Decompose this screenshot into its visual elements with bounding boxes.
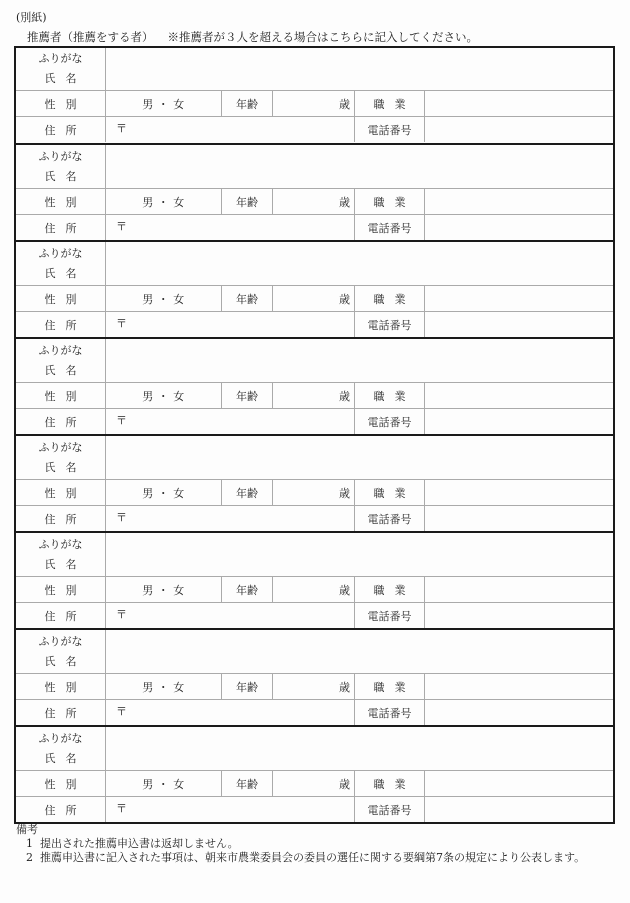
recommender-form-table — [14, 46, 615, 824]
gender-label: 性別 — [44, 583, 87, 597]
age-label: 年齢 — [222, 383, 273, 408]
name-field[interactable] — [106, 727, 613, 770]
name-row — [16, 727, 613, 770]
name-row — [16, 436, 613, 479]
age-field[interactable] — [273, 286, 355, 311]
phone-label: 電話番号 — [355, 409, 425, 434]
address-field[interactable] — [106, 603, 355, 628]
postal-mark-icon: 〒 — [116, 220, 127, 233]
heading-note: ※推薦者が３人を超える場合はこちらに記入してください。 — [167, 30, 478, 44]
name-field[interactable] — [106, 242, 613, 285]
phone-field[interactable] — [425, 506, 613, 531]
occupation-field[interactable] — [425, 771, 613, 796]
postal-mark-icon: 〒 — [116, 317, 127, 330]
address-row — [16, 116, 613, 142]
address-label-cell — [16, 700, 106, 725]
remark-text: 提出された推薦申込書は返却しません。 — [40, 837, 239, 850]
address-label: 住所 — [44, 706, 87, 720]
occupation-label: 職業 — [373, 777, 416, 791]
remarks-section — [16, 823, 616, 865]
name-label: 氏名 — [44, 363, 87, 377]
phone-label: 電話番号 — [355, 603, 425, 628]
name-field[interactable] — [106, 339, 613, 382]
age-unit: 歳 — [339, 777, 350, 791]
occupation-label: 職業 — [373, 486, 416, 500]
remark-item — [16, 851, 616, 865]
gender-label-cell — [16, 286, 106, 311]
recommender-entry — [16, 531, 613, 628]
phone-field[interactable] — [425, 409, 613, 434]
age-unit: 歳 — [339, 97, 350, 111]
address-field[interactable] — [106, 797, 355, 822]
occupation-label-cell — [355, 577, 425, 602]
phone-label: 電話番号 — [355, 117, 425, 142]
address-label: 住所 — [44, 318, 87, 332]
address-label: 住所 — [44, 512, 87, 526]
phone-label: 電話番号 — [355, 700, 425, 725]
age-unit: 歳 — [339, 389, 350, 403]
heading-title: 推薦者（推薦をする者） — [27, 30, 154, 44]
remark-number: 1 — [26, 837, 33, 850]
gender-label: 性別 — [44, 97, 87, 111]
occupation-field[interactable] — [425, 383, 613, 408]
name-label: 氏名 — [44, 72, 87, 85]
age-field[interactable] — [273, 577, 355, 602]
address-label-cell — [16, 603, 106, 628]
name-field[interactable] — [106, 48, 613, 90]
age-label: 年齢 — [222, 189, 273, 214]
postal-mark-icon: 〒 — [116, 414, 127, 427]
name-label-cell — [16, 48, 106, 90]
gender-label: 性別 — [44, 486, 87, 500]
age-unit: 歳 — [339, 292, 350, 306]
gender-row — [16, 90, 613, 116]
address-label: 住所 — [44, 123, 87, 137]
occupation-field[interactable] — [425, 286, 613, 311]
occupation-label: 職業 — [373, 195, 416, 209]
address-label-cell — [16, 215, 106, 240]
age-field[interactable] — [273, 480, 355, 505]
name-row — [16, 533, 613, 576]
address-row — [16, 699, 613, 725]
age-label: 年齢 — [222, 286, 273, 311]
name-label: 氏名 — [44, 266, 87, 280]
age-label: 年齢 — [222, 674, 273, 699]
recommender-entry — [16, 143, 613, 240]
gender-row — [16, 479, 613, 505]
age-unit: 歳 — [339, 583, 350, 597]
occupation-label-cell — [355, 771, 425, 796]
postal-mark-icon: 〒 — [116, 122, 127, 135]
gender-select[interactable]: 男 ・ 女 — [106, 286, 222, 311]
name-field[interactable] — [106, 436, 613, 479]
occupation-field[interactable] — [425, 91, 613, 116]
occupation-label-cell — [355, 189, 425, 214]
gender-select[interactable]: 男 ・ 女 — [106, 189, 222, 214]
gender-label: 性別 — [44, 680, 87, 694]
age-unit: 歳 — [339, 680, 350, 694]
gender-label: 性別 — [44, 292, 87, 306]
gender-label-cell — [16, 674, 106, 699]
name-label-cell — [16, 533, 106, 576]
address-row — [16, 796, 613, 822]
recommender-entry — [16, 337, 613, 434]
gender-label-cell — [16, 577, 106, 602]
phone-label: 電話番号 — [355, 506, 425, 531]
occupation-label-cell — [355, 91, 425, 116]
remark-number: 2 — [26, 851, 33, 864]
address-field[interactable] — [106, 506, 355, 531]
occupation-label: 職業 — [373, 583, 416, 597]
age-unit: 歳 — [339, 195, 350, 209]
phone-label: 電話番号 — [355, 312, 425, 337]
gender-select[interactable]: 男 ・ 女 — [106, 771, 222, 796]
age-label: 年齢 — [222, 91, 273, 116]
name-row — [16, 145, 613, 188]
gender-label: 性別 — [44, 195, 87, 209]
recommender-entry — [16, 628, 613, 725]
age-field[interactable] — [273, 383, 355, 408]
occupation-label-cell — [355, 674, 425, 699]
gender-row — [16, 188, 613, 214]
gender-row — [16, 285, 613, 311]
occupation-label: 職業 — [373, 292, 416, 306]
address-field[interactable] — [106, 312, 355, 337]
phone-field[interactable] — [425, 117, 613, 142]
postal-mark-icon: 〒 — [116, 511, 127, 524]
age-field[interactable] — [273, 674, 355, 699]
name-label-cell — [16, 242, 106, 285]
furigana-label: ふりがな — [38, 731, 83, 745]
gender-row — [16, 576, 613, 602]
address-label-cell — [16, 797, 106, 822]
furigana-label: ふりがな — [38, 440, 83, 454]
gender-label-cell — [16, 771, 106, 796]
address-label: 住所 — [44, 415, 87, 429]
name-field[interactable] — [106, 630, 613, 673]
phone-label: 電話番号 — [355, 797, 425, 822]
address-label-cell — [16, 409, 106, 434]
gender-label-cell — [16, 383, 106, 408]
name-label-cell — [16, 630, 106, 673]
remark-text: 推薦申込書に記入された事項は、朝来市農業委員会の委員の選任に関する要綱第7条の規定により公表します。 — [40, 851, 586, 864]
name-row — [16, 242, 613, 285]
postal-mark-icon: 〒 — [116, 705, 127, 718]
address-row — [16, 311, 613, 337]
address-row — [16, 214, 613, 240]
phone-field[interactable] — [425, 700, 613, 725]
address-label-cell — [16, 117, 106, 142]
gender-label: 性別 — [44, 777, 87, 791]
address-row — [16, 505, 613, 531]
phone-field[interactable] — [425, 603, 613, 628]
occupation-field[interactable] — [425, 480, 613, 505]
age-label: 年齢 — [222, 480, 273, 505]
address-field[interactable] — [106, 700, 355, 725]
age-field[interactable] — [273, 771, 355, 796]
address-row — [16, 602, 613, 628]
furigana-label: ふりがな — [38, 343, 83, 357]
address-label: 住所 — [44, 221, 87, 235]
address-label: 住所 — [44, 803, 87, 817]
gender-label-cell — [16, 189, 106, 214]
gender-row — [16, 770, 613, 796]
occupation-label-cell — [355, 286, 425, 311]
address-field[interactable] — [106, 215, 355, 240]
name-row — [16, 48, 613, 90]
remark-item — [16, 837, 616, 851]
furigana-label: ふりがな — [38, 149, 83, 163]
furigana-label: ふりがな — [38, 634, 83, 648]
gender-select[interactable]: 男 ・ 女 — [106, 577, 222, 602]
phone-field[interactable] — [425, 797, 613, 822]
name-row — [16, 339, 613, 382]
name-field[interactable] — [106, 145, 613, 188]
name-label-cell — [16, 145, 106, 188]
phone-field[interactable] — [425, 312, 613, 337]
address-field[interactable] — [106, 117, 355, 142]
gender-label-cell — [16, 91, 106, 116]
remarks-title: 備考 — [16, 823, 38, 836]
occupation-label: 職業 — [373, 97, 416, 111]
address-field[interactable] — [106, 409, 355, 434]
gender-row — [16, 673, 613, 699]
postal-mark-icon: 〒 — [116, 608, 127, 621]
recommender-entry — [16, 240, 613, 337]
name-field[interactable] — [106, 533, 613, 576]
address-label-cell — [16, 506, 106, 531]
gender-select[interactable]: 男 ・ 女 — [106, 674, 222, 699]
gender-label-cell — [16, 480, 106, 505]
gender-select[interactable]: 男 ・ 女 — [106, 480, 222, 505]
name-row — [16, 630, 613, 673]
recommender-entry — [16, 48, 613, 143]
age-field[interactable] — [273, 91, 355, 116]
furigana-label: ふりがな — [38, 246, 83, 260]
gender-label: 性別 — [44, 389, 87, 403]
occupation-label-cell — [355, 480, 425, 505]
appendix-label: (別紙) — [16, 11, 47, 24]
age-label: 年齢 — [222, 577, 273, 602]
occupation-label: 職業 — [373, 680, 416, 694]
name-label: 氏名 — [44, 751, 87, 765]
gender-row — [16, 382, 613, 408]
form-heading — [27, 29, 478, 45]
occupation-label-cell — [355, 383, 425, 408]
occupation-field[interactable] — [425, 674, 613, 699]
furigana-label: ふりがな — [38, 537, 83, 551]
name-label-cell — [16, 727, 106, 770]
phone-label: 電話番号 — [355, 215, 425, 240]
name-label: 氏名 — [44, 654, 87, 668]
age-field[interactable] — [273, 189, 355, 214]
address-row — [16, 408, 613, 434]
name-label-cell — [16, 436, 106, 479]
name-label: 氏名 — [44, 169, 87, 183]
address-label: 住所 — [44, 609, 87, 623]
name-label: 氏名 — [44, 460, 87, 474]
address-label-cell — [16, 312, 106, 337]
name-label-cell — [16, 339, 106, 382]
gender-select[interactable]: 男 ・ 女 — [106, 383, 222, 408]
age-unit: 歳 — [339, 486, 350, 500]
age-label: 年齢 — [222, 771, 273, 796]
occupation-field[interactable] — [425, 577, 613, 602]
furigana-label: ふりがな — [38, 52, 83, 65]
occupation-field[interactable] — [425, 189, 613, 214]
name-label: 氏名 — [44, 557, 87, 571]
occupation-label: 職業 — [373, 389, 416, 403]
recommender-entry — [16, 434, 613, 531]
gender-select[interactable]: 男 ・ 女 — [106, 91, 222, 116]
recommender-entry — [16, 725, 613, 822]
postal-mark-icon: 〒 — [116, 802, 127, 815]
phone-field[interactable] — [425, 215, 613, 240]
